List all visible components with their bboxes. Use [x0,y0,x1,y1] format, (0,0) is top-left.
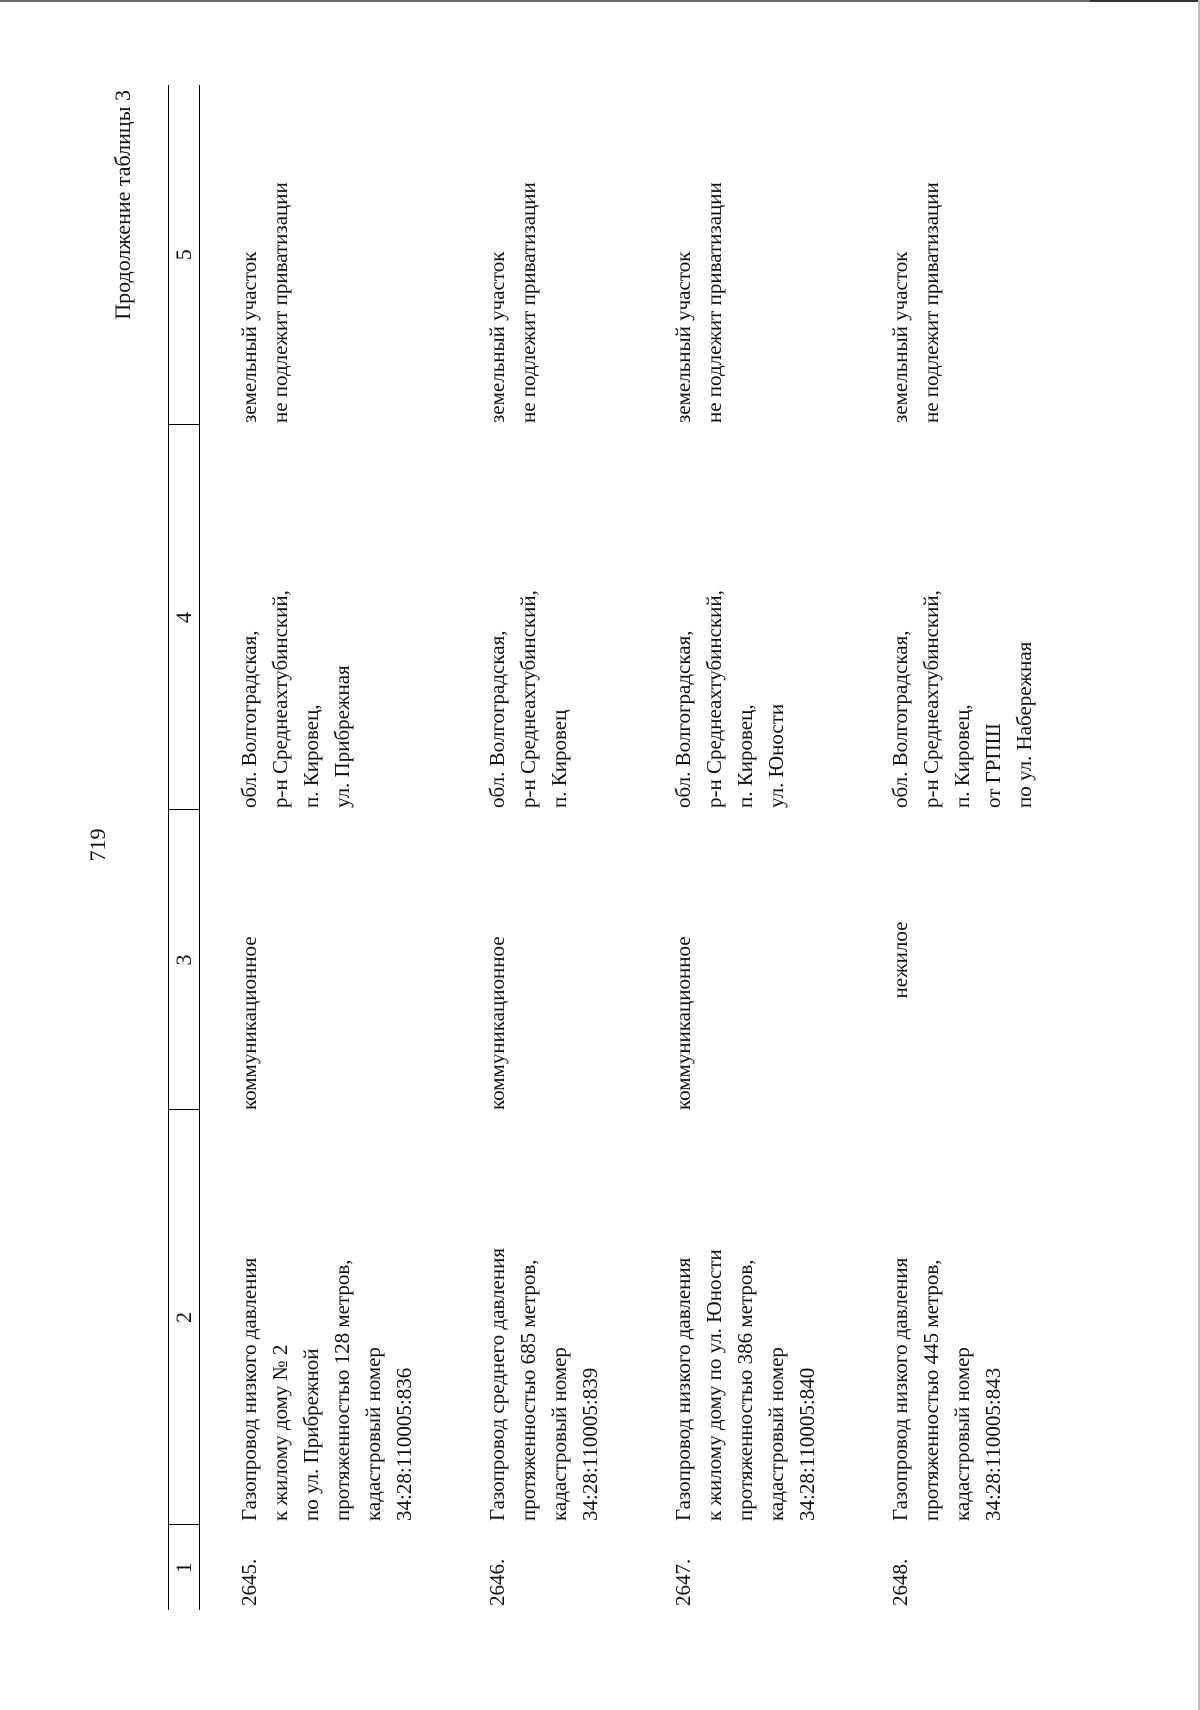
object-name-cell [482,1110,668,1525]
address-line: п. Кировец, [733,704,757,808]
column-header-2: 2 [169,1110,200,1525]
note-line: земельный участок [485,251,509,423]
object-name-line: кадастровый номер [764,1347,788,1521]
address-line: обл. Волгоградская, [237,630,261,808]
table-row [885,85,1102,1610]
object-name-line: Газопровод низкого давления [888,1257,912,1521]
table-row [200,85,483,1610]
object-name-line: протяженностью 386 метров, [733,1259,757,1521]
address-line: р-н Среднеахтубинский, [919,590,943,808]
address-line: р-н Среднеахтубинский, [268,590,292,808]
row-number: 2647. [671,1558,695,1606]
address-line: от ГРПШ [981,723,1005,808]
row-number: 2648. [888,1558,912,1606]
address-line: обл. Волгоградская, [485,630,509,808]
page-number: 719 [85,828,110,862]
note-line: земельный участок [237,251,261,423]
row-number: 2646. [485,1558,509,1606]
note-cell [200,85,483,425]
column-header-1: 1 [169,1525,200,1610]
object-name-cell [885,1110,1102,1525]
note-line: не подлежит приватизации [702,182,726,423]
object-name-line: Газопровод низкого давления [671,1257,695,1521]
object-name-cell [668,1110,885,1525]
column-header-3: 3 [169,810,200,1110]
object-name-line: протяженностью 128 метров, [330,1259,354,1521]
note-cell [885,85,1102,425]
object-name-line: протяженностью 445 метров, [919,1259,943,1521]
address-cell [482,425,668,810]
object-name-line: 34:28:110005:843 [981,1367,1005,1521]
address-line: обл. Волгоградская, [888,630,912,808]
address-cell [885,425,1102,810]
address-line: п. Кировец [547,709,571,808]
object-name-line: Газопровод низкого давления [237,1257,261,1521]
address-line: п. Кировец, [950,704,974,808]
note-line: не подлежит приватизации [268,182,292,423]
address-line: р-н Среднеахтубинский, [702,590,726,808]
object-name-line: 34:28:110005:836 [392,1367,416,1521]
object-name-cell [200,1110,483,1525]
object-name-line: по ул. Прибрежной [299,1348,323,1521]
column-header-5: 5 [169,85,200,425]
address-line: ул. Прибрежная [330,665,354,808]
object-name-line: протяженностью 685 метров, [516,1259,540,1521]
note-line: не подлежит приватизации [516,182,540,423]
row-number: 2645. [237,1558,261,1606]
object-name-line: 34:28:110005:839 [578,1367,602,1521]
object-name-line: к жилому дому № 2 [268,1344,292,1521]
table-row [668,85,885,1610]
object-name-line: кадастровый номер [547,1347,571,1521]
object-name-line: Газопровод среднего давления [485,1248,509,1521]
object-type: нежилое [888,921,912,999]
address-line: п. Кировец, [299,704,323,808]
address-cell [668,425,885,810]
note-line: не подлежит приватизации [919,182,943,423]
note-cell [482,85,668,425]
note-line: земельный участок [888,251,912,423]
address-line: по ул. Набережная [1012,641,1036,808]
note-cell [668,85,885,425]
object-name-line: 34:28:110005:840 [795,1367,819,1521]
address-line: обл. Волгоградская, [671,630,695,808]
object-type: коммуникационное [671,936,695,1110]
column-header-4: 4 [169,425,200,810]
object-name-line: кадастровый номер [950,1347,974,1521]
object-name-line: кадастровый номер [361,1347,385,1521]
address-cell [200,425,483,810]
address-line: р-н Среднеахтубинский, [516,590,540,808]
address-line: ул. Юности [764,703,788,808]
property-table [168,85,1102,1610]
note-line: земельный участок [671,251,695,423]
object-type: коммуникационное [237,936,261,1110]
table-row [482,85,668,1610]
object-type: коммуникационное [485,936,509,1110]
table-continuation-label: Продолжение таблицы 3 [110,90,135,320]
object-name-line: к жилому дому по ул. Юности [702,1249,726,1521]
table-header-row [169,85,200,1610]
